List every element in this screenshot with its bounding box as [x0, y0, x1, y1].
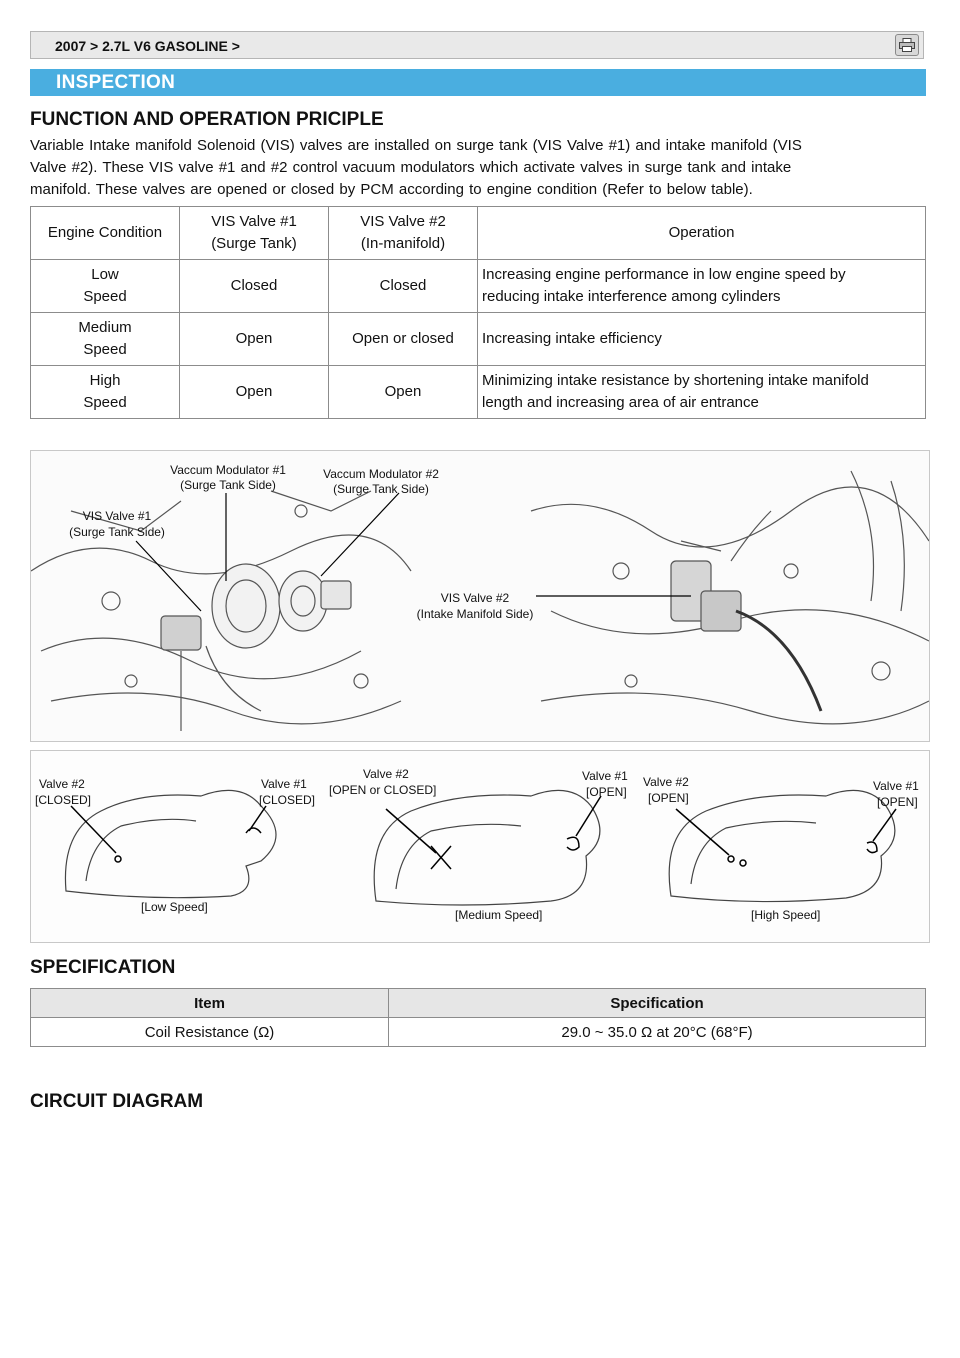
valve-position-diagram	[30, 750, 930, 943]
valve1-cell: Open	[180, 366, 329, 419]
low-speed-caption: [Low Speed]	[141, 900, 208, 914]
header-cell: Item	[31, 989, 389, 1018]
table-header-row	[31, 989, 926, 1018]
item-cell: Coil Resistance (Ω)	[31, 1018, 389, 1047]
function-heading: FUNCTION AND OPERATION PRICIPLE	[30, 109, 384, 130]
table-row	[31, 260, 926, 313]
header-cell: VIS Valve #2 (In-manifold)	[329, 207, 478, 260]
intro-line: manifold. These valves are opened or closed by PCM according to engine condition (Refer to below table).	[30, 181, 753, 198]
low-valve2-state: [CLOSED]	[35, 793, 92, 807]
table-header-row	[31, 207, 926, 260]
label-vacuum-modulator-1: Vaccum Modulator #1	[170, 463, 286, 477]
section-title: INSPECTION	[56, 72, 176, 93]
low-valve1-label: Valve #1	[261, 777, 307, 791]
table-row	[31, 313, 926, 366]
print-button[interactable]	[895, 34, 919, 56]
label-vacuum-modulator-2-sub: (Surge Tank Side)	[333, 482, 429, 496]
low-valve1-state: [CLOSED]	[259, 793, 316, 807]
label-vis-valve-1-sub: (Surge Tank Side)	[69, 525, 165, 539]
medium-speed-caption: [Medium Speed]	[455, 908, 543, 922]
operation-cell: Increasing engine performance in low engine speed by reducing intake interference among cylinders	[478, 260, 926, 313]
breadcrumb-text: 2007 > 2.7L V6 GASOLINE >	[55, 38, 240, 54]
header-cell: VIS Valve #1 (Surge Tank)	[180, 207, 329, 260]
medium-valve2-label: Valve #2	[363, 767, 409, 781]
valve2-cell: Open or closed	[329, 313, 478, 366]
condition-cell: High Speed	[31, 366, 180, 419]
valve2-cell: Open	[329, 366, 478, 419]
medium-valve1-state: [OPEN]	[586, 785, 627, 799]
specification-heading: SPECIFICATION	[30, 957, 176, 978]
specification-table	[30, 988, 926, 1047]
high-valve1-label: Valve #1	[873, 779, 919, 793]
valve1-cell: Open	[180, 313, 329, 366]
spec-cell: 29.0 ~ 35.0 Ω at 20°C (68°F)	[389, 1018, 926, 1047]
label-vis-valve-2: VIS Valve #2	[440, 591, 510, 605]
breadcrumb	[30, 31, 924, 59]
medium-valve1-label: Valve #1	[582, 769, 628, 783]
engine-photo	[31, 451, 929, 741]
medium-valve2-state: [OPEN or CLOSED]	[329, 783, 437, 797]
header-cell: Specification	[389, 989, 926, 1018]
label-vacuum-modulator-2: Vaccum Modulator #2	[323, 467, 439, 481]
label-vis-valve-2-sub: (Intake Manifold Side)	[416, 607, 534, 621]
intro-paragraph	[30, 135, 930, 201]
valve1-cell: Closed	[180, 260, 329, 313]
header-cell: Engine Condition	[31, 207, 180, 260]
vis-valve-table	[30, 206, 926, 419]
label-vis-valve-1: VIS Valve #1	[82, 509, 152, 523]
vis-location-illustration	[30, 450, 930, 742]
condition-cell: Medium Speed	[31, 313, 180, 366]
operation-cell: Minimizing intake resistance by shortening intake manifold length and increasing area of air entrance	[478, 366, 926, 419]
printer-icon	[899, 38, 915, 52]
section-header	[30, 69, 926, 96]
circuit-diagram-heading: CIRCUIT DIAGRAM	[30, 1091, 204, 1112]
condition-cell: Low Speed	[31, 260, 180, 313]
valve2-cell: Closed	[329, 260, 478, 313]
low-valve2-label: Valve #2	[39, 777, 85, 791]
high-valve2-label: Valve #2	[643, 775, 689, 789]
table-row	[31, 1018, 926, 1047]
header-cell: Operation	[478, 207, 926, 260]
intro-line: Valve #2). These VIS valve #1 and #2 control vacuum modulators which activate valves in surge tank and intake	[30, 159, 792, 176]
label-vacuum-modulator-1-sub: (Surge Tank Side)	[180, 478, 276, 492]
intro-line: Variable Intake manifold Solenoid (VIS) valves are installed on surge tank (VIS Valve #1) and intake manifold (VIS	[30, 137, 802, 154]
high-valve1-state: [OPEN]	[877, 795, 918, 809]
high-valve2-state: [OPEN]	[648, 791, 689, 805]
high-speed-caption: [High Speed]	[751, 908, 821, 922]
table-row	[31, 366, 926, 419]
operation-cell: Increasing intake efficiency	[478, 313, 926, 366]
